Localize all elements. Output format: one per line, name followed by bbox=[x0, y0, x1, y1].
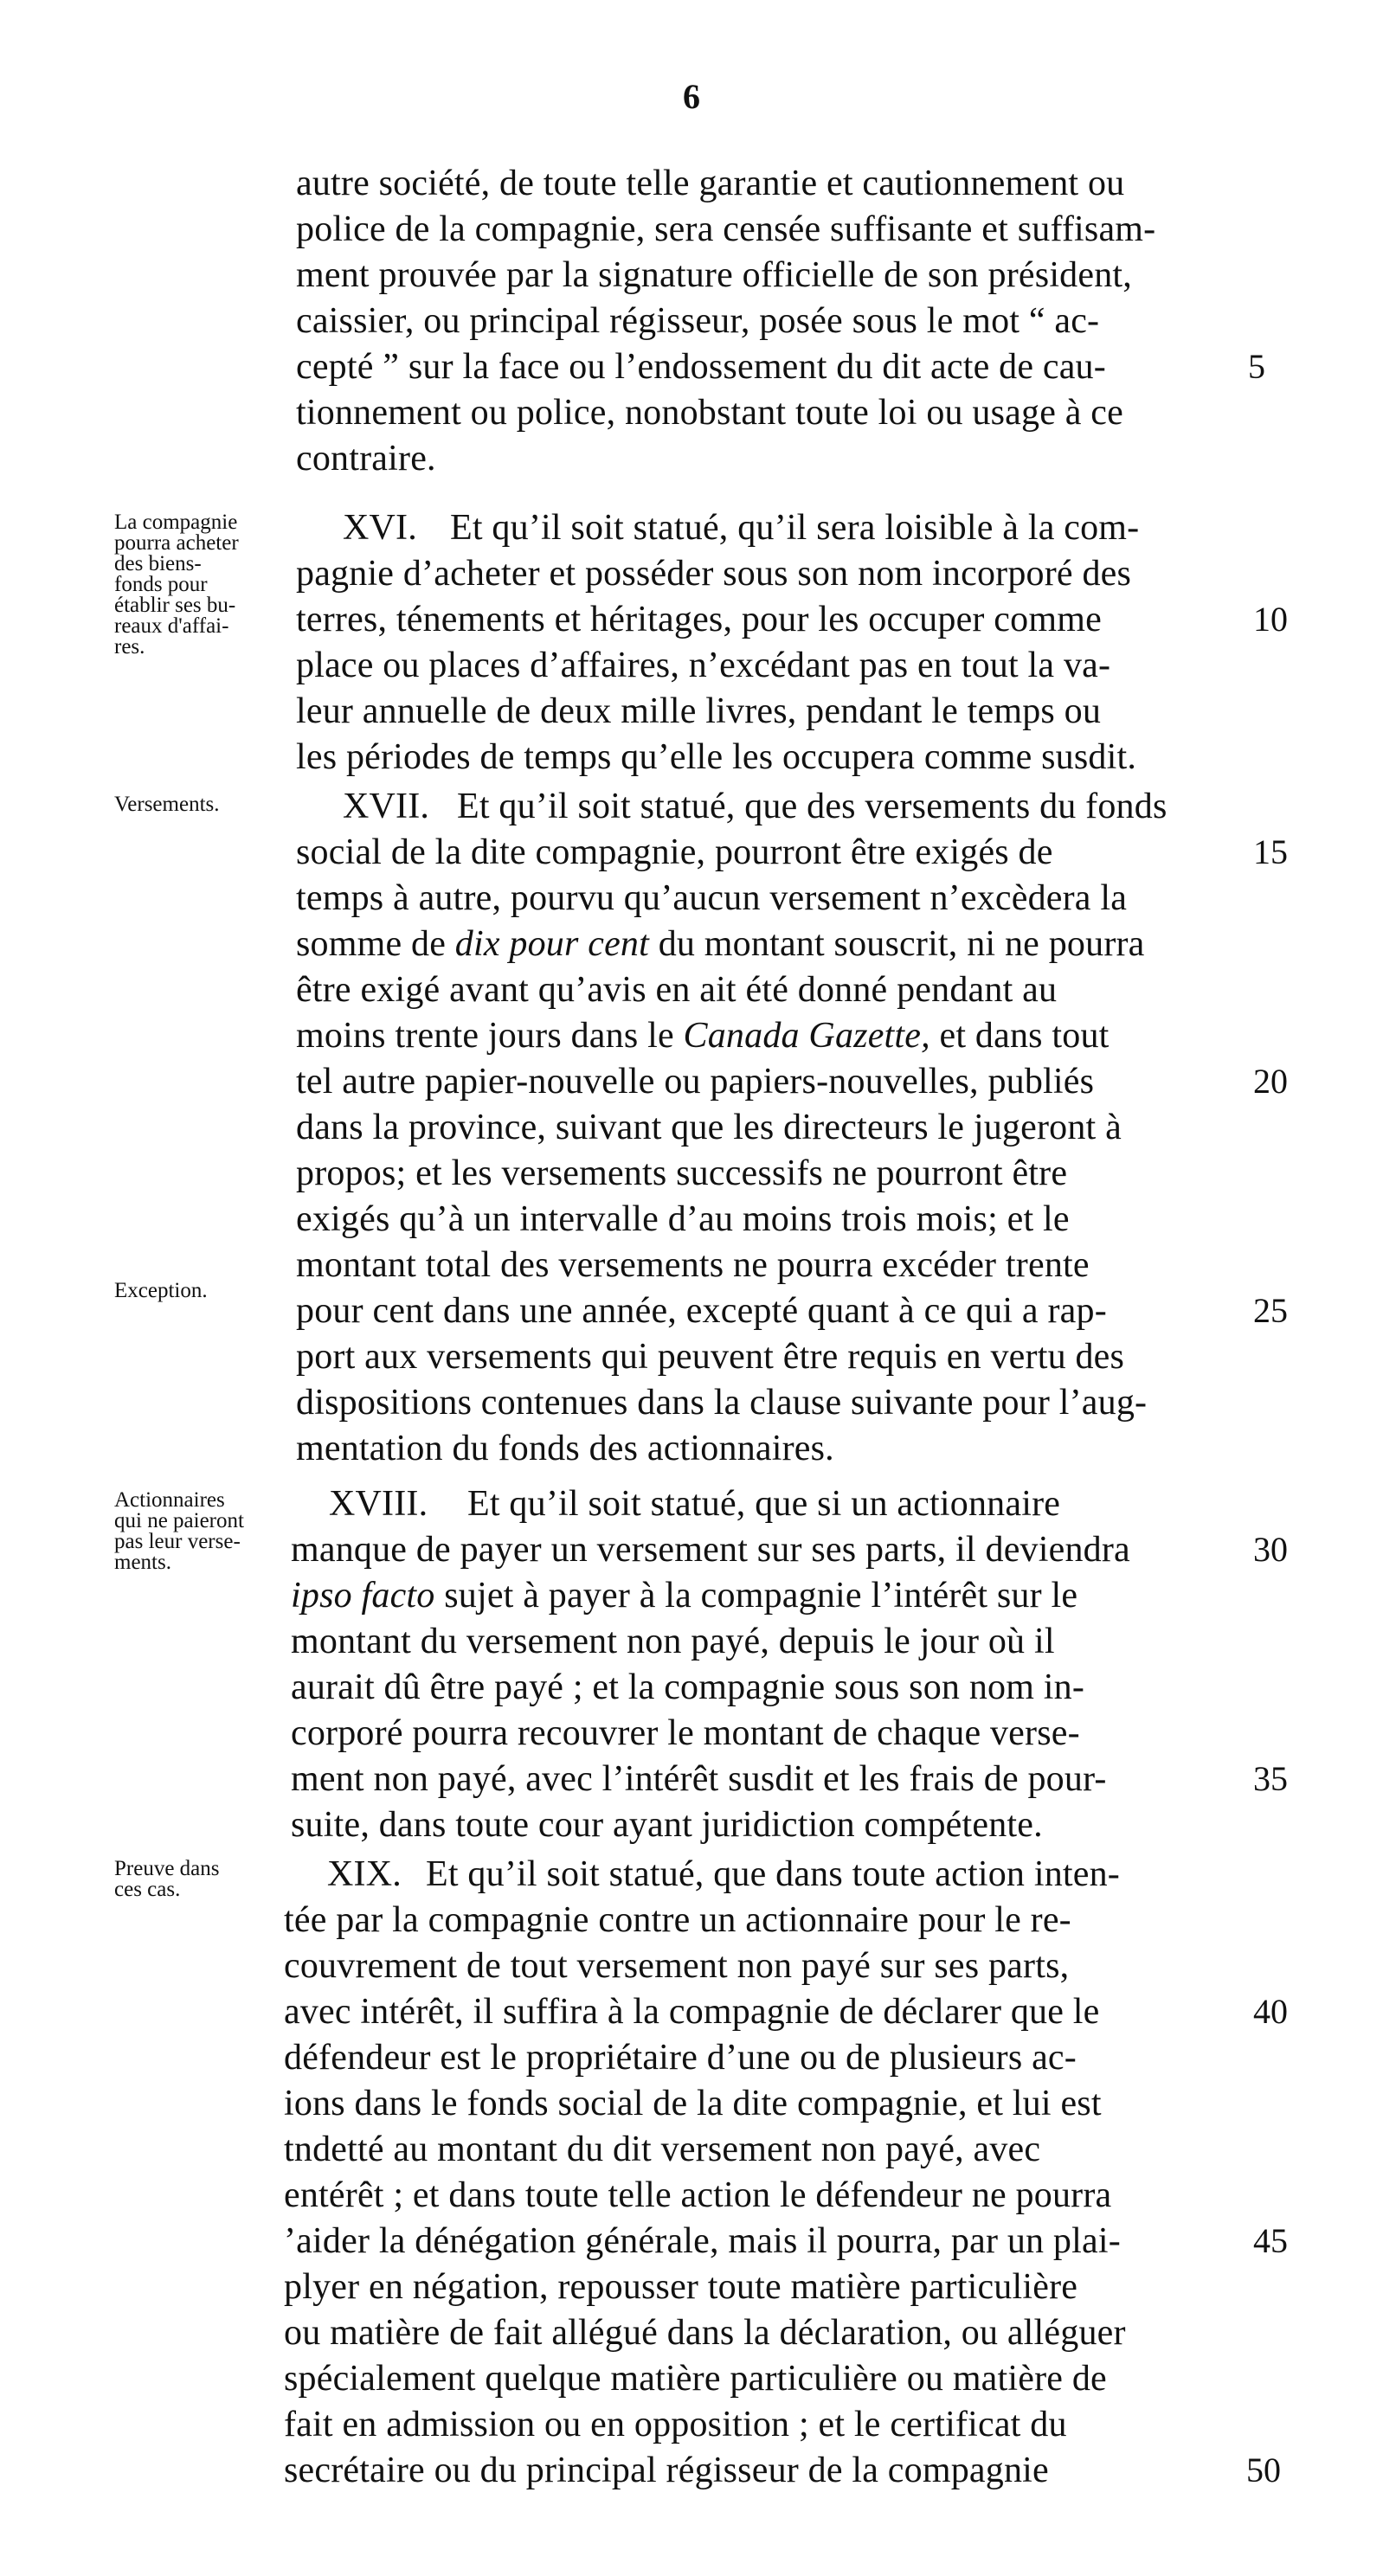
text-line: ’aider la dénégation générale, mais il pourra, par un plai- bbox=[284, 2221, 1121, 2261]
text-line: mentation du fonds des actionnaires. bbox=[296, 1429, 834, 1468]
text-line: spécialement quelque matière particulière ou matière de bbox=[284, 2359, 1107, 2399]
text-line: terres, ténements et héritages, pour les occuper comme bbox=[296, 600, 1102, 639]
text-line: exigés qu’à un intervalle d’au moins trois mois; et le bbox=[296, 1199, 1070, 1239]
text-line: dispositions contenues dans la clause suivante pour l’aug- bbox=[296, 1383, 1148, 1423]
line-number: 15 bbox=[1253, 832, 1288, 871]
italic-phrase: dix pour cent bbox=[454, 924, 649, 964]
line-number: 20 bbox=[1253, 1062, 1288, 1101]
line-number: 35 bbox=[1253, 1759, 1288, 1798]
text-line: montant total des versements ne pourra excéder trente bbox=[296, 1245, 1090, 1285]
line-number: 10 bbox=[1253, 600, 1288, 639]
margin-note: La compagnie pourra acheter des biens- fonds pour établir ses bu- reaux d'affai- res. bbox=[114, 511, 239, 658]
text-line: pour cent dans une année, excepté quant à ce qui a rap- bbox=[296, 1291, 1107, 1331]
text-line: propos; et les versements successifs ne pourront être bbox=[296, 1153, 1068, 1193]
text-line: Et qu’il soit statué, qu’il sera loisible à la com- bbox=[450, 508, 1140, 548]
text-line: social de la dite compagnie, pourront être exigés de bbox=[296, 832, 1053, 872]
text-line: couvrement de tout versement non payé sur ses parts, bbox=[284, 1946, 1070, 1986]
text-line: Et qu’il soit statué, que dans toute action inten- bbox=[426, 1854, 1120, 1894]
section-numeral: XVI. bbox=[343, 508, 417, 548]
text-line: fait en admission ou en opposition ; et le certificat du bbox=[284, 2405, 1067, 2444]
line-number: 30 bbox=[1253, 1530, 1288, 1569]
text-line: Et qu’il soit statué, que des versements du fonds bbox=[457, 787, 1168, 826]
text-fragment: somme de bbox=[296, 924, 455, 964]
line-number: 45 bbox=[1253, 2221, 1288, 2260]
italic-phrase: ipso facto bbox=[291, 1576, 435, 1616]
line-number: 5 bbox=[1248, 347, 1265, 386]
text-fragment: et dans tout bbox=[930, 1016, 1110, 1056]
text-line: secrétaire ou du principal régisseur de la compagnie bbox=[284, 2451, 1049, 2490]
margin-note: Preuve dans ces cas. bbox=[114, 1857, 220, 1901]
text-line: ou matière de fait allégué dans la déclaration, ou alléguer bbox=[284, 2313, 1126, 2353]
text-fragment: sujet à payer à la compagnie l’intérêt sur le bbox=[434, 1576, 1078, 1616]
text-line: avec intérêt, il suffira à la compagnie de déclarer que le bbox=[284, 1992, 1100, 2032]
text-line: Et qu’il soit statué, que si un actionnaire bbox=[467, 1484, 1061, 1524]
text-line: autre société, de toute telle garantie et cautionnement ou bbox=[296, 164, 1125, 203]
text-line: plyer en négation, repousser toute matière particulière bbox=[284, 2267, 1078, 2307]
line-number: 50 bbox=[1246, 2451, 1281, 2489]
text-line: ment non payé, avec l’intérêt susdit et les frais de pour- bbox=[291, 1759, 1107, 1799]
line-number: 25 bbox=[1253, 1291, 1288, 1330]
text-line: police de la compagnie, sera censée suffisante et suffisam- bbox=[296, 209, 1156, 249]
text-line: entérêt ; et dans toute telle action le défendeur ne pourra bbox=[284, 2175, 1112, 2215]
text-line: manque de payer un versement sur ses parts, il deviendra bbox=[291, 1530, 1130, 1570]
section-numeral: XIX. bbox=[327, 1854, 402, 1894]
text-line: tndetté au montant du dit versement non payé, avec bbox=[284, 2130, 1041, 2169]
text-line: ions dans le fonds social de la dite compagnie, et lui est bbox=[284, 2084, 1102, 2123]
text-line bbox=[291, 1573, 1077, 1618]
text-line: pagnie d’acheter et posséder sous son nom incorporé des bbox=[296, 554, 1132, 594]
text-line: leur annuelle de deux mille livres, pendant le temps ou bbox=[296, 691, 1102, 731]
text-line: place ou places d’affaires, n’excédant pas en tout la va- bbox=[296, 646, 1111, 685]
margin-note: Exception. bbox=[114, 1279, 208, 1302]
text-line: tée par la compagnie contre un actionnaire pour le re- bbox=[284, 1900, 1071, 1940]
margin-note: Versements. bbox=[114, 793, 220, 816]
text-line bbox=[296, 922, 1145, 967]
text-line bbox=[296, 1013, 1110, 1058]
text-line: les périodes de temps qu’elle les occupera comme susdit. bbox=[296, 737, 1137, 777]
text-line: caissier, ou principal régisseur, posée sous le mot “ ac- bbox=[296, 301, 1100, 341]
page-number: 6 bbox=[683, 77, 700, 116]
text-line: port aux versements qui peuvent être requis en vertu des bbox=[296, 1337, 1125, 1377]
text-line: tel autre papier-nouvelle ou papiers-nouvelles, publiés bbox=[296, 1062, 1095, 1102]
text-line: tionnement ou police, nonobstant toute loi ou usage à ce bbox=[296, 393, 1123, 433]
section-numeral: XVIII. bbox=[329, 1484, 428, 1524]
text-fragment: moins trente jours dans le bbox=[296, 1016, 684, 1056]
text-line: temps à autre, pourvu qu’aucun versement n’excèdera la bbox=[296, 878, 1128, 918]
text-line: aurait dû être payé ; et la compagnie sous son nom in- bbox=[291, 1667, 1085, 1707]
line-number: 40 bbox=[1253, 1992, 1288, 2031]
text-line: dans la province, suivant que les directeurs le jugeront à bbox=[296, 1108, 1122, 1147]
text-line: être exigé avant qu’avis en ait été donné pendant au bbox=[296, 970, 1058, 1010]
text-line: suite, dans toute cour ayant juridiction compétente. bbox=[291, 1805, 1043, 1845]
section-numeral: XVII. bbox=[343, 787, 430, 826]
text-line: cepté ” sur la face ou l’endossement du dit acte de cau- bbox=[296, 347, 1106, 387]
text-line: montant du versement non payé, depuis le jour où il bbox=[291, 1622, 1055, 1661]
text-line: contraire. bbox=[296, 439, 436, 479]
text-line: défendeur est le propriétaire d’une ou de plusieurs ac- bbox=[284, 2038, 1077, 2078]
text-line: ment prouvée par la signature officielle de son président, bbox=[296, 255, 1132, 295]
margin-note: Actionnaires qui ne paieront pas leur verse- ments. bbox=[114, 1488, 244, 1574]
italic-phrase: Canada Gazette, bbox=[683, 1016, 930, 1056]
text-fragment: du montant souscrit, ni ne pourra bbox=[649, 924, 1145, 964]
text-line: corporé pourra recouvrer le montant de chaque verse- bbox=[291, 1713, 1080, 1753]
